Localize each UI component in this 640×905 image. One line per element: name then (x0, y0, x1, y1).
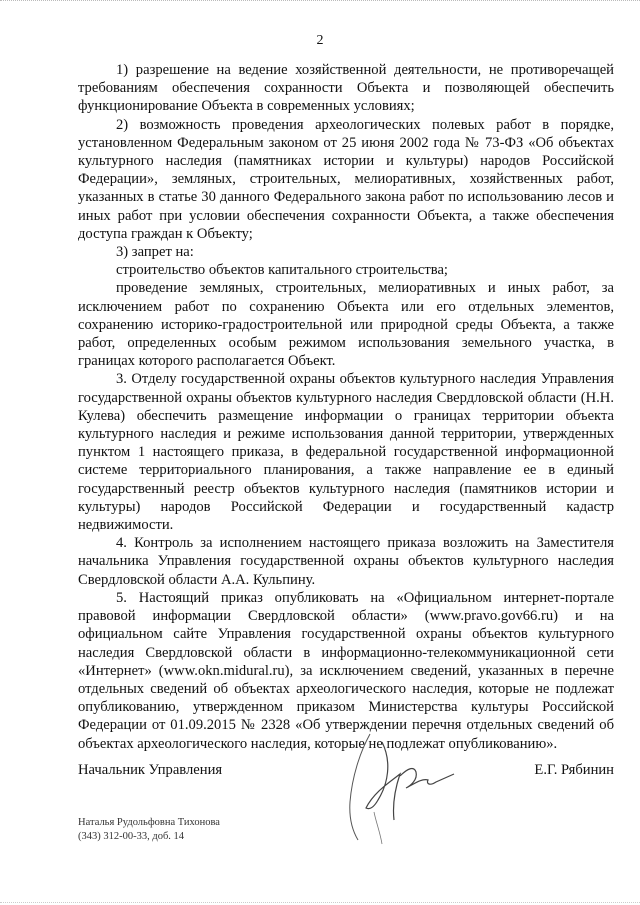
paragraph-permission: 1) разрешение на ведение хозяйственной деятельности, не противоречащей требованиям обеспечения сохранности Объекта и позволяющей обеспечить функционирование Объекта в современных условиях; (78, 62, 614, 115)
paragraph-possibility: 2) возможность проведения археологических полевых работ в порядке, установленном Федеральным законом от 25 июня 2002 года № 73-ФЗ «Об объектах культурного наследия (памятниках истории и культуры) народов Российской Федерации», земляных, строительных, мелиоративных, хозяйственных работ, указанных в статье 30 данного Федерального закона работ по использованию лесов и иных работ при условии обеспечения сохранности Объекта, а также обеспечения доступа граждан к Объекту; (78, 116, 614, 242)
signature-row (78, 762, 614, 786)
page-number: 2 (316, 33, 324, 48)
paragraph-item-3: 3. Отделу государственной охраны объектов культурного наследия Управления государственной охраны объектов культурного наследия Свердловской области (Н.Н. Кулева) обеспечить размещение информации о границах территории объекта культурного наследия и режиме использования данной территории, утвержденных пунктом 1 настоящего приказа, в федеральной государственной информационной системе территориального планирования, а также направление ее в единый государственный реестр объектов культурного наследия (памятников истории и культуры) народов Российской Федерации и государственный кадастр недвижимости. (78, 371, 614, 534)
executor-phone: (343) 312-00-33, доб. 14 (78, 830, 185, 842)
paragraph-works: проведение земляных, строительных, мелиоративных и иных работ, за исключением работ по сохранению Объекта или его отдельных элементов, сохранению историко-градостроительной или природной среды Объекта, а также работ, определенных особым режимом использования земельного участка, в границах которого располагается Объект. (78, 280, 614, 370)
paragraph-construction: строительство объектов капитального строительства; (116, 262, 448, 279)
signatory-name: Е.Г. Рябинин (534, 762, 614, 778)
handwritten-signature (330, 722, 470, 852)
paragraph-item-4: 4. Контроль за исполнением настоящего приказа возложить на Заместителя начальника Управления государственной охраны объектов культурного наследия Свердловской области А.А. Кульпину. (78, 535, 614, 588)
executor-name: Наталья Рудольфовна Тихонова (78, 817, 220, 828)
paragraph-item-5: 5. Настоящий приказ опубликовать на «Официальном интернет-портале правовой информации Свердловской области» (www.pravo.gov66.ru) и на официальном сайте Управления государственной охраны объектов культурного наследия Свердловской области в информационно-телекоммуникационной сети «Интернет» (www.okn.midural.ru), за исключением сведений, указанных в перечне отдельных сведений об объектах археологического наследия, которые не подлежат опубликованию, утвержденном приказом Министерства культуры Российской Федерации от 01.09.2015 № 2328 «Об утверждении перечня отдельных сведений об объектах археологического наследия, которые не подлежат опубликованию». (78, 589, 614, 752)
scan-edge-top (0, 0, 640, 5)
executor-block (78, 816, 220, 843)
document-body (78, 61, 614, 753)
signatory-title: Начальник Управления (78, 762, 223, 778)
paragraph-prohibition: 3) запрет на: (116, 244, 194, 261)
scan-edge-bottom (0, 898, 640, 903)
